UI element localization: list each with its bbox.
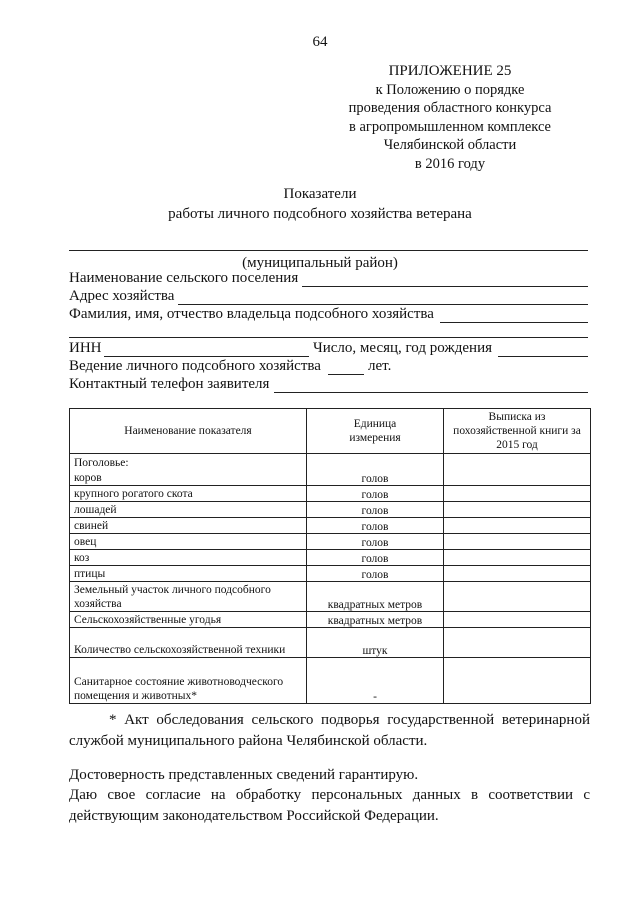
table-row [70,518,591,534]
table-row [70,454,591,470]
years-label: лет. [368,358,392,374]
row-value-cell[interactable] [444,502,591,518]
row-value-cell[interactable] [444,658,591,704]
row-name: коз [70,550,307,566]
page-number: 64 [312,34,328,50]
row-value-cell[interactable] [444,566,591,582]
row-unit: голов [307,486,444,502]
appendix-line: к Положению о порядке [375,81,525,98]
row-value-cell[interactable] [444,518,591,534]
phone-blank-line[interactable] [274,392,588,393]
owner-blank-line[interactable] [440,322,588,323]
title-line-1: Показатели [283,186,357,202]
title-line-2: работы личного подсобного хозяйства ветерана [168,206,472,222]
address-blank-line[interactable] [178,304,588,305]
phone-label: Контактный телефон заявителя [69,376,270,392]
row-value-cell[interactable] [444,534,591,550]
header-name: Наименование показателя [70,409,307,454]
years-blank-line[interactable] [328,374,364,375]
birthdate-label: Число, месяц, год рождения [313,340,492,356]
row-name: овец [70,534,307,550]
table-row [70,658,591,704]
table-row [70,502,591,518]
row-unit: голов [307,566,444,582]
appendix-line: в агропромышленном комплексе [348,118,551,135]
table-header-row [70,409,591,454]
row-unit: голов [307,550,444,566]
row-name: Сельскохозяйственные угодья [70,612,307,628]
row-name: Санитарное состояние животноводческого помещения и животных* [70,658,307,704]
guarantee-text: Достоверность представленных сведений гарантирую. [69,767,419,783]
row-unit: голов [307,534,444,550]
table-row [70,534,591,550]
row-value-cell[interactable] [444,550,591,566]
row-unit: голов [307,470,444,486]
row-unit: - [307,658,444,704]
row-value-cell[interactable] [444,628,591,658]
header-unit: Единица измерения [307,409,444,454]
district-blank-line[interactable] [69,250,588,251]
table-row [70,486,591,502]
appendix-header [300,62,600,173]
row-name: свиней [70,518,307,534]
row-unit: голов [307,518,444,534]
owner-blank-line-2[interactable] [69,337,588,338]
settlement-blank-line[interactable] [302,286,588,287]
appendix-line: проведения областного конкурса [348,100,552,116]
row-unit: квадратных метров [307,612,444,628]
row-name: лошадей [70,502,307,518]
row-value-cell[interactable] [444,582,591,612]
row-value-cell[interactable] [444,486,591,502]
appendix-line: Челябинской области [383,137,517,153]
row-unit: голов [307,502,444,518]
row-name: Земельный участок личного подсобного хозяйства [70,582,307,612]
row-value-cell[interactable] [444,454,591,486]
row-name: крупного рогатого скота [70,486,307,502]
table-row [70,612,591,628]
owner-label: Фамилия, имя, отчество владельца подсобного хозяйства [69,306,434,322]
consent-text: Даю свое согласие на обработку персональных данных в соответствии с действующим законодательством Российской Федерации. [69,787,590,824]
table-row [70,566,591,582]
table-row [70,628,591,658]
row-unit: квадратных метров [307,582,444,612]
settlement-label: Наименование сельского поселения [69,270,299,286]
row-unit [307,454,444,470]
table-row [70,582,591,612]
farming-label: Ведение личного подсобного хозяйства [69,358,321,374]
row-unit: штук [307,628,444,658]
row-name: птицы [70,566,307,582]
appendix-heading: ПРИЛОЖЕНИЕ 25 [388,63,512,79]
inn-blank-line[interactable] [104,356,309,357]
row-value-cell[interactable] [444,612,591,628]
indicators-table [69,408,591,704]
document-title [0,184,640,224]
birthdate-blank-line[interactable] [498,356,588,357]
row-name: Поголовье: [70,454,307,470]
inn-label: ИНН [69,340,102,356]
appendix-line: в 2016 году [414,155,486,172]
header-extract: Выписка из похозяйственной книги за 2015 год [444,409,591,454]
district-caption: (муниципальный район) [242,255,398,271]
table-row [70,550,591,566]
row-name: Количество сельскохозяйственной техники [70,628,307,658]
address-label: Адрес хозяйства [69,288,175,304]
row-name: коров [70,470,307,486]
footnote-text: * Акт обследования сельского подворья государственной ветеринарной службой муниципального района Челябинской области. [69,712,590,749]
